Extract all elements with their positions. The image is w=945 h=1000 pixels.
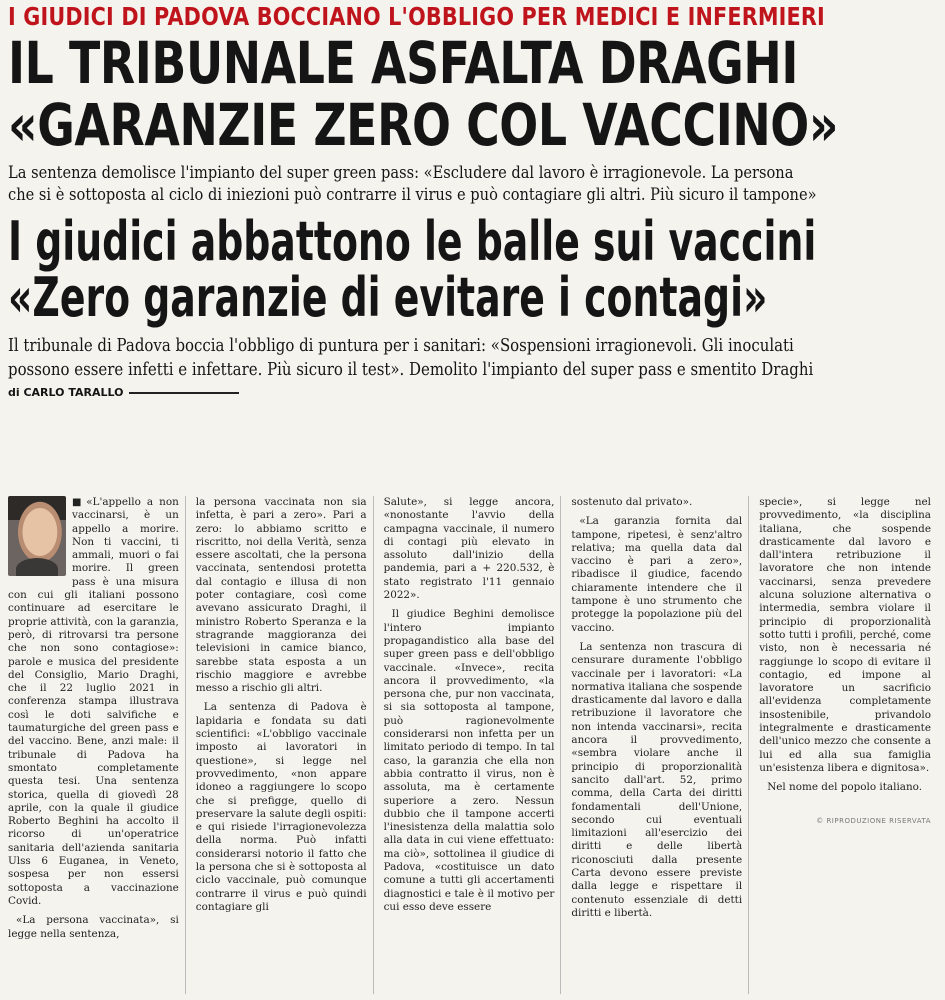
author-photo <box>8 496 66 576</box>
article-body <box>8 496 937 994</box>
paragraph: ■ «L'appello a non vaccinarsi, è un appello a morire. Non ti vaccini, ti ammali, muori o fai morire. Il green pass è una misura con cui gli italiani possono continuare ad esercitare le proprie attività, con la garanzia, però, di ritrovarsi tra persone che non sono contagiose»: parole e musica del presidente del Consiglio, Mario Draghi, che il 22 luglio 2021 in conferenza stampa illustrava così le doti salvifiche e taumaturgiche del green pass e del vaccino. Bene, anzi male: il tribunale di Padova ha smontato completamente questa tesi. Una sentenza storica, quella di giovedì 28 aprile, con la quale il giudice Roberto Beghini ha accolto il ricorso di un'operatrice sanitaria dell'azienda sanitaria Ulss 6 Euganea, in Veneto, sospesa per non essersi sottoposta a vaccinazione Covid. <box>8 496 179 907</box>
square-bullet-icon: ■ <box>72 497 85 508</box>
column-3 <box>384 496 562 994</box>
paragraph: La sentenza non trascura di censurare duramente l'obbligo vaccinale per i lavoratori: «La normativa italiana che sospende drasticamente dal lavoro e dalla retribuzione il lavoratore che non intenda vaccinarsi», recita ancora il provvedimento, «sembra violare anche il principio di proporzionalità sancito dall'art. 52, primo comma, della Carta dei diritti fondamentali dell'Unione, secondo cui eventuali limitazioni all'esercizio dei diritti e delle libertà riconosciuti dalla presente Carta devono essere previste dalla legge e rispettare il contenuto essenziale di detti diritti e libertà. <box>571 640 743 919</box>
paragraph: «La garanzia fornita dal tampone, ripetesi, è senz'altro relativa; ma quella data dal vaccino è pari a zero», ribadisce il giudice, facendo chiaramente intendere che il tampone è uno strumento che protegge la popolazione più del vaccino. <box>571 515 743 634</box>
paragraph: Il giudice Beghini demolisce l'intero impianto propagandistico alla base del super green pass e dell'obbligo vaccinale. «Invece», recita ancora il provvedimento, «la persona che, pur non vaccinata, si sia sottoposta al tampone, può ragionevolmente considerarsi non infetta per un limitato periodo di tempo. In tal caso, la garanzia che ella non abbia contratto il virus, non è assoluta, ma è certamente superiore a zero. Nessun dubbio che il tampone accerti l'inesistenza della malattia solo alla data in cui viene effettuato: ma ciò», sottolinea il giudice di Padova, «costituisce un dato comune a tutti gli accertamenti diagnostici e tale è il motivo per cui esso deve essere <box>383 608 555 913</box>
paragraph: La sentenza di Padova è lapidaria e fondata su dati scientifici: «L'obbligo vaccinale imposto ai lavoratori in questione», si legge nel provvedimento, «non appare idoneo a raggiungere lo scopo che si prefigge, quello di preservare la salute degli ospiti: e qui risiede l'irragionevolezza della norma. Può infatti considerarsi notorio il fatto che la persona che si è sottoposta al ciclo vaccinale, può comunque contrarre il virus e può quindi contagiare gli <box>195 701 367 913</box>
headline-line-1: IL TRIBUNALE ASFALTA DRAGHI <box>8 29 798 97</box>
headline2-line-1: I giudici abbattono le balle sui vaccini <box>8 210 817 273</box>
column-5 <box>759 496 937 994</box>
headline-line-2: «GARANZIE ZERO COL VACCINO» <box>8 91 839 159</box>
deck2-line-2: possono essere infetti e infettare. Più sicuro il test». Demolito l'impianto del super pass e smentito Draghi <box>8 359 814 380</box>
column-4 <box>571 496 749 994</box>
column-2 <box>196 496 374 994</box>
author-portrait-image <box>8 496 66 576</box>
byline <box>8 386 937 399</box>
paragraph: sostenuto dal privato». <box>571 496 693 508</box>
paragraph: Salute», si legge ancora, «nonostante l'avvio della campagna vaccinale, il numero di contagi più elevato in assoluto dall'inizio della pandemia, pari a + 220.532, è stato registrato l'11 gennaio 2022». <box>383 496 555 602</box>
headline2-line-2: «Zero garanzie di evitare i contagi» <box>8 266 768 329</box>
copyright-credit: © RIPRODUZIONE RISERVATA <box>816 816 931 825</box>
deck2-line-1: Il tribunale di Padova boccia l'obbligo di puntura per i sanitari: «Sospensioni irragionevoli. Gli inoculati <box>8 335 794 356</box>
deck-line-2: che si è sottoposta al ciclo di iniezioni può contrarre il virus e può contagiare gli altri. Più sicuro il tampone» <box>8 185 817 205</box>
byline-text: di CARLO TARALLO <box>8 386 124 399</box>
kicker: I GIUDICI DI PADOVA BOCCIANO L'OBBLIGO PER MEDICI E INFERMIERI <box>8 2 825 31</box>
paragraph: la persona vaccinata non sia infetta, è pari a zero». Pari a zero: lo abbiamo scritto e riscritto, noi della Verità, senza essere ascoltati, che la persona vaccinata, sentendosi protetta dal contagio e illusa di non poter contagiare, così come avevano assicurato Draghi, il ministro Roberto Speranza e la stragrande maggioranza dei televisioni in camice bianco, sarebbe stata esposta a un rischio maggiore e avrebbe messo a rischio gli altri. <box>195 496 367 695</box>
paragraph: Nel nome del popolo italiano. <box>767 781 923 794</box>
column-1 <box>8 496 186 994</box>
deck-line-1: La sentenza demolisce l'impianto del super green pass: «Escludere dal lavoro è irragionevole. La persona <box>8 163 794 183</box>
paragraph: «La persona vaccinata», si legge nella sentenza, <box>8 914 179 940</box>
paragraph: specie», si legge nel provvedimento, «la disciplina italiana, che sospende drasticamente dal lavoro e dall'intera retribuzione il lavoratore che non intende vaccinarsi, senza prevedere alcuna soluzione alternativa o intermedia, sembra violare il principio di proporzionalità sotto tutti i profili, perché, come visto, non è necessaria né raggiunge lo scopo di evitare il contagio, ed impone al lavoratore un sacrificio all'evidenza completamente insostenibile, privandolo integralmente e drasticamente dell'unico mezzo che consente a lui ed alla sua famiglia un'esistenza libera e dignitosa». <box>759 496 931 774</box>
byline-rule <box>129 392 239 394</box>
